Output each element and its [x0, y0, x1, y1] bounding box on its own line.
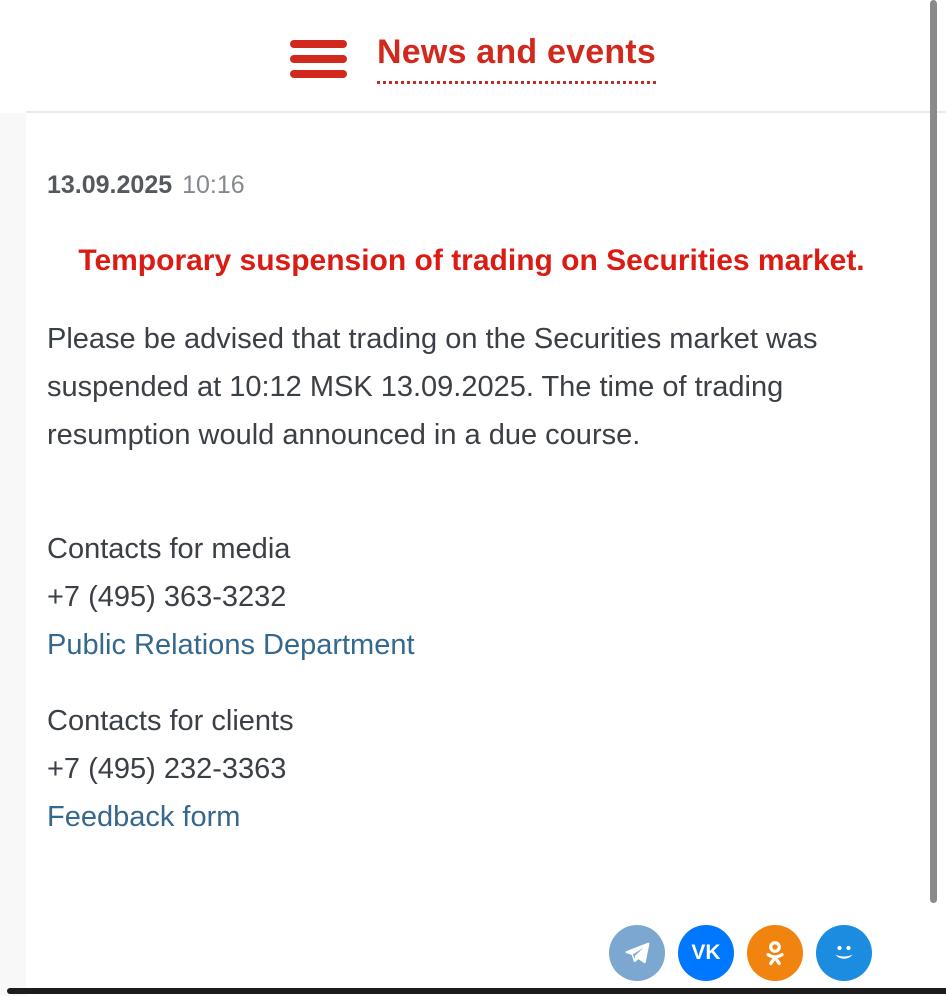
- vk-share-button[interactable]: [678, 925, 734, 981]
- contacts-media-phone: +7 (495) 363-3232: [47, 581, 287, 613]
- contacts-media-label: Contacts for media: [47, 533, 291, 565]
- contacts-clients-label: Contacts for clients: [47, 705, 294, 737]
- article-meta: [47, 171, 896, 200]
- contacts-section: [47, 525, 896, 841]
- odnoklassniki-icon: [760, 938, 790, 968]
- social-share-bar: [609, 925, 872, 981]
- contacts-clients-phone: +7 (495) 232-3363: [47, 753, 287, 785]
- bottom-system-bar: [7, 988, 946, 994]
- my-world-share-button[interactable]: [816, 925, 872, 981]
- odnoklassniki-share-button[interactable]: [747, 925, 803, 981]
- article: [0, 113, 946, 841]
- page-title-link[interactable]: News and events: [377, 33, 656, 84]
- contacts-media-block: [47, 525, 896, 669]
- vk-icon: VK: [691, 941, 721, 964]
- telegram-share-button[interactable]: [609, 925, 665, 981]
- article-headline: Temporary suspension of trading on Securities market.: [78, 244, 865, 277]
- contacts-clients-block: [47, 697, 896, 841]
- hamburger-menu-icon[interactable]: [290, 40, 347, 78]
- article-date: 13.09.2025: [47, 171, 173, 199]
- article-time: 10:16: [182, 171, 245, 199]
- article-body: Please be advised that trading on the Securities market was suspended at 10:12 MSK 13.09.2025. The time of trading resumption would announced in a due course.: [47, 323, 818, 451]
- telegram-icon: [623, 939, 651, 967]
- scrollbar[interactable]: [930, 0, 937, 903]
- header: [0, 0, 946, 113]
- smiley-icon: [829, 938, 859, 968]
- feedback-form-link[interactable]: Feedback form: [47, 801, 241, 833]
- public-relations-link[interactable]: Public Relations Department: [47, 629, 415, 661]
